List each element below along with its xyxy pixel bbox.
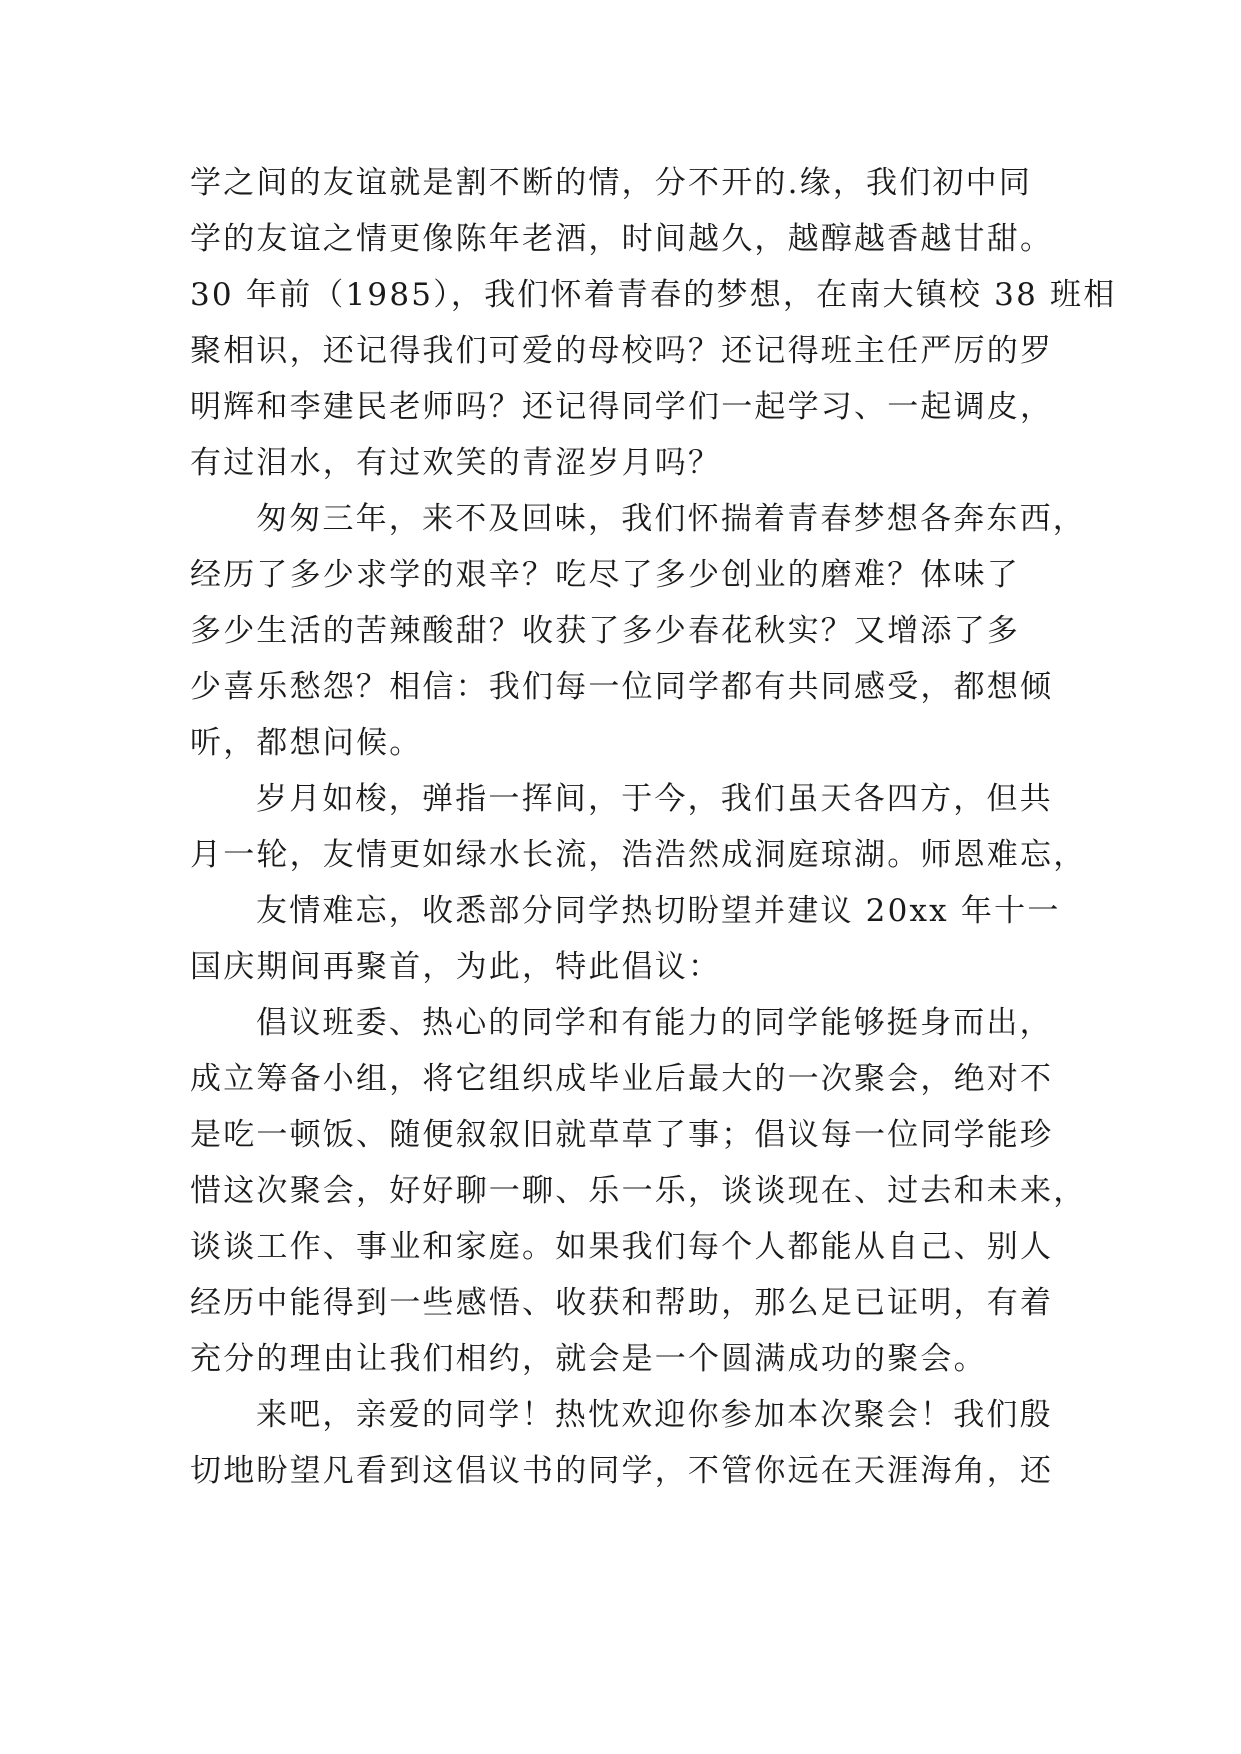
text-line: 30 年前（1985），我们怀着青春的梦想，在南大镇校 38 班相 (190, 277, 1117, 313)
document-body (190, 155, 1117, 1499)
text-line: 明辉和李建民老师吗？还记得同学们一起学习、一起调皮， (190, 389, 1054, 425)
text-line: 有过泪水，有过欢笑的青涩岁月吗？ (190, 445, 722, 481)
text-line: 充分的理由让我们相约，就会是一个圆满成功的聚会。 (190, 1341, 987, 1377)
text-line: 是吃一顿饭、随便叙叙旧就草草了事；倡议每一位同学能珍 (190, 1117, 1054, 1153)
paragraph-first-line: 匆匆三年，来不及回味，我们怀揣着青春梦想各奔东西， (256, 501, 1086, 537)
paragraph-first-line: 友情难忘，收悉部分同学热切盼望并建议 20xx 年十一 (256, 893, 1061, 929)
paragraph-first-line: 倡议班委、热心的同学和有能力的同学能够挺身而出， (256, 1005, 1053, 1041)
text-line: 成立筹备小组，将它组织成毕业后最大的一次聚会，绝对不 (190, 1061, 1054, 1097)
text-line: 经历了多少求学的艰辛？吃尽了多少创业的磨难？体味了 (190, 557, 1020, 593)
text-line: 多少生活的苦辣酸甜？收获了多少春花秋实？又增添了多 (190, 613, 1020, 649)
text-line: 惜这次聚会，好好聊一聊、乐一乐，谈谈现在、过去和未来， (190, 1173, 1087, 1209)
text-line: 学的友谊之情更像陈年老酒，时间越久，越醇越香越甘甜。 (190, 221, 1054, 257)
text-line: 切地盼望凡看到这倡议书的同学，不管你远在天涯海角，还 (190, 1453, 1054, 1489)
paragraph-first-line: 来吧，亲爱的同学！热忱欢迎你参加本次聚会！我们殷 (256, 1397, 1053, 1433)
text-line: 聚相识，还记得我们可爱的母校吗？还记得班主任严厉的罗 (190, 333, 1054, 369)
text-line: 经历中能得到一些感悟、收获和帮助，那么足已证明，有着 (190, 1285, 1054, 1321)
text-line: 谈谈工作、事业和家庭。如果我们每个人都能从自己、别人 (190, 1229, 1054, 1265)
text-line: 听，都想问候。 (190, 725, 423, 761)
text-line: 月一轮，友情更如绿水长流，浩浩然成洞庭琼湖。师恩难忘， (190, 837, 1087, 873)
text-line: 国庆期间再聚首，为此，特此倡议： (190, 949, 722, 985)
text-line: 少喜乐愁怨？相信：我们每一位同学都有共同感受，都想倾 (190, 669, 1054, 705)
text-line: 学之间的友谊就是割不断的情，分不开的.缘，我们初中同 (190, 165, 1033, 201)
paragraph-first-line: 岁月如梭，弹指一挥间，于今，我们虽天各四方，但共 (256, 781, 1053, 817)
